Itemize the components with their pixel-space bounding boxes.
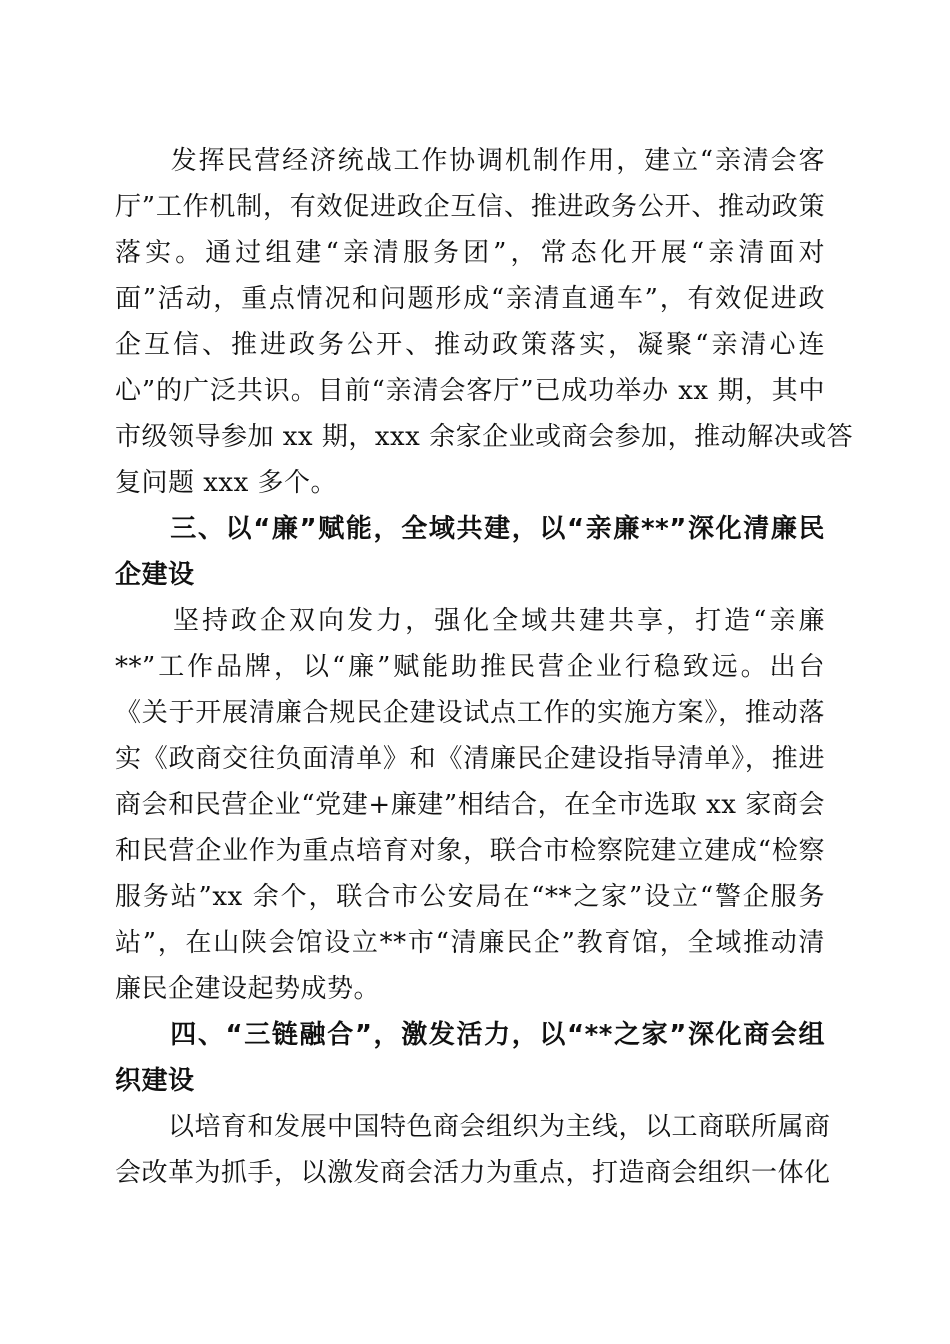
paragraph-1-line-3: 落实。通过组建“亲清服务团”，常态化开展“亲清面对: [115, 238, 825, 268]
paragraph-2-line-2: **”工作品牌，以“廉”赋能助推民营企业行稳致远。出台: [115, 652, 825, 682]
paragraph-2-line-7: 服务站”xx 余个，联合市公安局在“**之家”设立“警企服务: [115, 882, 825, 912]
paragraph-2-line-8: 站”，在山陕会馆设立**市“清廉民企”教育馆，全域推动清: [115, 928, 825, 958]
paragraph-1-line-6: 心”的广泛共识。目前“亲清会客厅”已成功举办 xx 期，其中: [115, 376, 825, 406]
paragraph-1-line-2: 厅”工作机制，有效促进政企互信、推进政务公开、推动政策: [115, 192, 825, 222]
paragraph-1-line-7: 市级领导参加 xx 期，xxx 余家企业或商会参加，推动解决或答: [115, 422, 854, 452]
paragraph-1-line-5: 企互信、推进政务公开、推动政策落实，凝聚“亲清心连: [115, 330, 825, 360]
section-3-heading-line-2: 企建设: [115, 560, 195, 590]
paragraph-1-line-1: 发挥民营经济统战工作协调机制作用，建立“亲清会客: [115, 146, 825, 176]
paragraph-2-line-4: 实《政商交往负面清单》和《清廉民企建设指导清单》，推进: [115, 744, 825, 774]
paragraph-2-line-1: 坚持政企双向发力，强化全域共建共享，打造“亲廉: [115, 606, 825, 636]
section-3-heading-line-1: 三、以“廉”赋能，全域共建，以“亲廉**”深化清廉民: [115, 514, 825, 544]
paragraph-1-line-4: 面”活动，重点情况和问题形成“亲清直通车”，有效促进政: [115, 284, 825, 314]
paragraph-3-line-2: 会改革为抓手，以激发商会活力为重点，打造商会组织一体化: [115, 1158, 831, 1188]
section-4-heading-line-1: 四、“三链融合”，激发活力，以“**之家”深化商会组: [115, 1020, 825, 1050]
paragraph-3-line-1: 以培育和发展中国特色商会组织为主线，以工商联所属商: [115, 1112, 831, 1142]
paragraph-2-line-9: 廉民企建设起势成势。: [115, 974, 381, 1004]
paragraph-2-line-3: 《关于开展清廉合规民企建设试点工作的实施方案》，推动落: [115, 698, 825, 728]
paragraph-2-line-5: 商会和民营企业“党建+廉建”相结合，在全市选取 xx 家商会: [115, 790, 825, 820]
paragraph-2-line-6: 和民营企业作为重点培育对象，联合市检察院建立建成“检察: [115, 836, 825, 866]
paragraph-1-line-8: 复问题 xxx 多个。: [115, 468, 338, 498]
section-4-heading-line-2: 织建设: [115, 1066, 195, 1096]
